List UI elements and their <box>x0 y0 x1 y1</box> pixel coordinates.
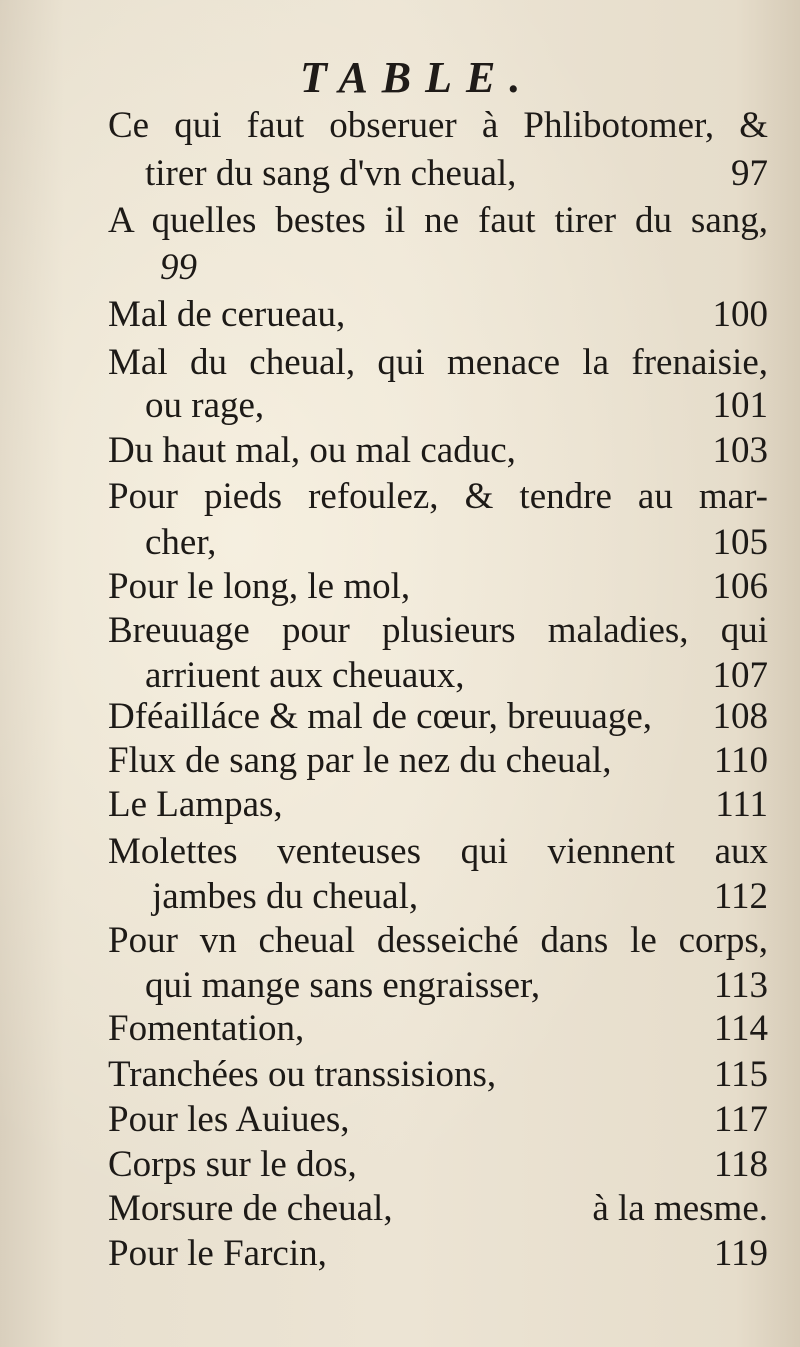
toc-entry <box>108 918 768 964</box>
entry-text: Pour les Auiues, <box>108 1099 350 1140</box>
entry-page: 113 <box>713 965 768 1006</box>
toc-entry <box>108 1052 768 1098</box>
entry-text: Pour le long, le mol, <box>108 566 411 607</box>
entry-text: Pour pieds refoulez, & tendre au mar- <box>108 476 768 517</box>
entry-page: 119 <box>713 1233 768 1274</box>
toc-entry <box>145 383 768 429</box>
entry-page: 112 <box>713 876 768 917</box>
entry-text: Corps sur le dos, <box>108 1144 357 1185</box>
toc-entry <box>108 1186 768 1232</box>
toc-entry <box>145 151 768 197</box>
entry-text: jambes du cheual, <box>152 876 419 917</box>
entry-text: Ce qui faut obseruer à Phlibotomer, & <box>108 105 768 146</box>
toc-entry <box>152 874 768 920</box>
toc-entry <box>145 963 768 1009</box>
entry-text: arriuent aux cheuaux, <box>145 655 465 696</box>
entry-page: 105 <box>712 522 768 563</box>
entry-text: ou rage, <box>145 385 265 426</box>
toc-entry <box>108 608 768 654</box>
toc-entry <box>108 1006 768 1052</box>
toc-entry <box>108 694 768 740</box>
toc-entry <box>108 782 768 828</box>
entry-page: 107 <box>712 655 768 696</box>
entry-text: 99 <box>160 247 197 288</box>
toc-entry <box>108 829 768 875</box>
entry-text: Pour vn cheual desseiché dans le corps, <box>108 920 768 961</box>
entry-text: cher, <box>145 522 217 563</box>
entry-text: Mal du cheual, qui menace la frenaisie, <box>108 342 768 383</box>
entry-page: 101 <box>712 385 768 426</box>
toc-entry <box>108 198 768 244</box>
entry-text: Du haut mal, ou mal caduc, <box>108 430 516 471</box>
entry-page: 108 <box>712 696 768 737</box>
page-header-title: TABLE. <box>300 53 535 102</box>
toc-entry <box>108 1142 768 1188</box>
toc-entry <box>160 245 783 291</box>
toc-entry <box>108 292 768 338</box>
toc-entry <box>108 1231 768 1277</box>
toc-entry <box>108 738 768 784</box>
entry-text: Le Lampas, <box>108 784 283 825</box>
entry-text: Dféailláce & mal de cœur, breuuage, <box>108 696 652 737</box>
toc-entry <box>108 474 768 520</box>
entry-text: Pour le Farcin, <box>108 1233 327 1274</box>
entry-page: 114 <box>713 1008 768 1049</box>
entry-page: 97 <box>731 153 768 194</box>
entry-page: à la mesme. <box>592 1188 768 1229</box>
toc-entry <box>108 340 768 386</box>
entry-text: Flux de sang par le nez du cheual, <box>108 740 612 781</box>
entry-text: qui mange sans engraisser, <box>145 965 541 1006</box>
entry-text: Morsure de cheual, <box>108 1188 393 1229</box>
toc-entry <box>108 428 768 474</box>
toc-entry <box>145 520 768 566</box>
entry-page: 110 <box>713 740 768 781</box>
entry-page: 117 <box>713 1099 768 1140</box>
toc-entry <box>108 103 768 149</box>
entry-page: 106 <box>712 566 768 607</box>
entry-text: Tranchées ou transsisions, <box>108 1054 497 1095</box>
entry-text: Mal de cerueau, <box>108 294 346 335</box>
entry-text: Fomentation, <box>108 1008 305 1049</box>
entry-page: 118 <box>713 1144 768 1185</box>
entry-page: 115 <box>713 1054 768 1095</box>
entry-page: 103 <box>712 430 768 471</box>
entry-text: tirer du sang d'vn cheual, <box>145 153 517 194</box>
entry-page: 100 <box>712 294 768 335</box>
toc-entry <box>108 564 768 610</box>
entry-text: Molettes venteuses qui viennent aux <box>108 831 768 872</box>
entry-page: 111 <box>715 784 768 825</box>
entry-text: A quelles bestes il ne faut tirer du sang, <box>108 200 768 241</box>
toc-entry <box>145 653 768 699</box>
entry-text: Breuuage pour plusieurs maladies, qui <box>108 610 768 651</box>
toc-entry <box>108 1097 768 1143</box>
